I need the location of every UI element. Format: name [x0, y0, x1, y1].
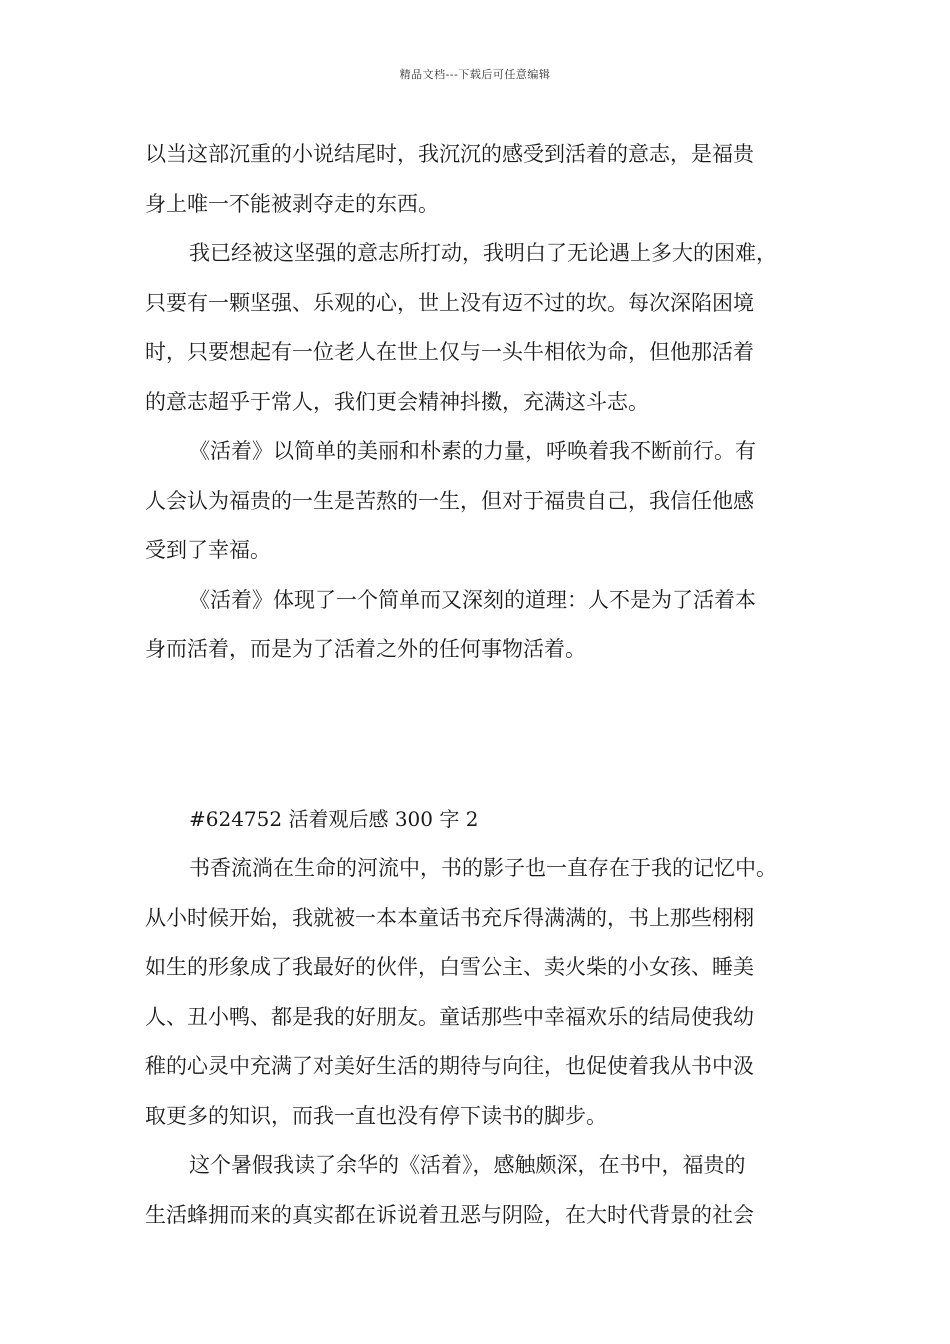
text-line: 时，只要想起有一位老人在世上仅与一头牛相依为命，但他那活着: [145, 340, 754, 364]
document-body: [145, 130, 835, 1240]
text-line: 书香流淌在生命的河流中，书的影子也一直存在于我的记忆中。: [189, 856, 777, 880]
text-line: 身而活着，而是为了活着之外的任何事物活着。: [145, 637, 586, 661]
text-line: 这个暑假我读了余华的《活着》，感触颇深，在书中，福贵的: [189, 1153, 746, 1177]
text-line: 人会认为福贵的一生是苦熬的一生，但对于福贵自己，我信任他感: [145, 488, 754, 513]
text-line: 受到了幸福。: [145, 538, 271, 562]
paragraph-6: [145, 1141, 835, 1240]
section-gap: [145, 675, 835, 795]
text-line: 如生的形象成了我最好的伙伴，白雪公主、卖火柴的小女孩、睡美: [145, 955, 754, 979]
section-title: #624752 活着观后感 300 字 2: [189, 806, 479, 831]
paragraph-4: [145, 576, 835, 675]
text-line: 身上唯一不能被剥夺走的东西。: [145, 191, 439, 216]
text-line: 生活蜂拥而来的真实都在诉说着丑恶与阴险，在大时代背景的社会: [145, 1202, 754, 1227]
text-line: 的意志超乎于常人，我们更会精神抖擞，充满这斗志。: [145, 389, 649, 414]
paragraph-1: [145, 130, 835, 229]
text-line: 稚的心灵中充满了对美好生活的期待与向往，也促使着我从书中汲: [145, 1054, 754, 1078]
page-header: 精品文档---下载后可任意编辑: [399, 68, 551, 81]
text-line: 我已经被这坚强的意志所打动，我明白了无论遇上多大的困难，: [189, 241, 777, 265]
text-line: 《活着》以简单的美丽和朴素的力量，呼唤着我不断前行。有: [189, 439, 756, 463]
paragraph-3: [145, 427, 835, 576]
text-line: 人、丑小鸭、都是我的好朋友。童话那些中幸福欢乐的结局使我幼: [145, 1004, 754, 1029]
text-line: 只要有一颗坚强、乐观的心，世上没有迈不过的坎。每次深陷困境: [145, 290, 754, 315]
text-line: 从小时候开始，我就被一本本童话书充斥得满满的，书上那些栩栩: [145, 905, 754, 930]
paragraph-5: [145, 844, 835, 1141]
text-line: 以当这部沉重的小说结尾时，我沉沉的感受到活着的意志，是福贵: [145, 142, 754, 166]
paragraph-2: [145, 229, 835, 427]
text-line: 《活着》体现了一个简单而又深刻的道理：人不是为了活着本: [189, 587, 756, 612]
text-line: 取更多的知识，而我一直也没有停下读书的脚步。: [145, 1103, 607, 1128]
